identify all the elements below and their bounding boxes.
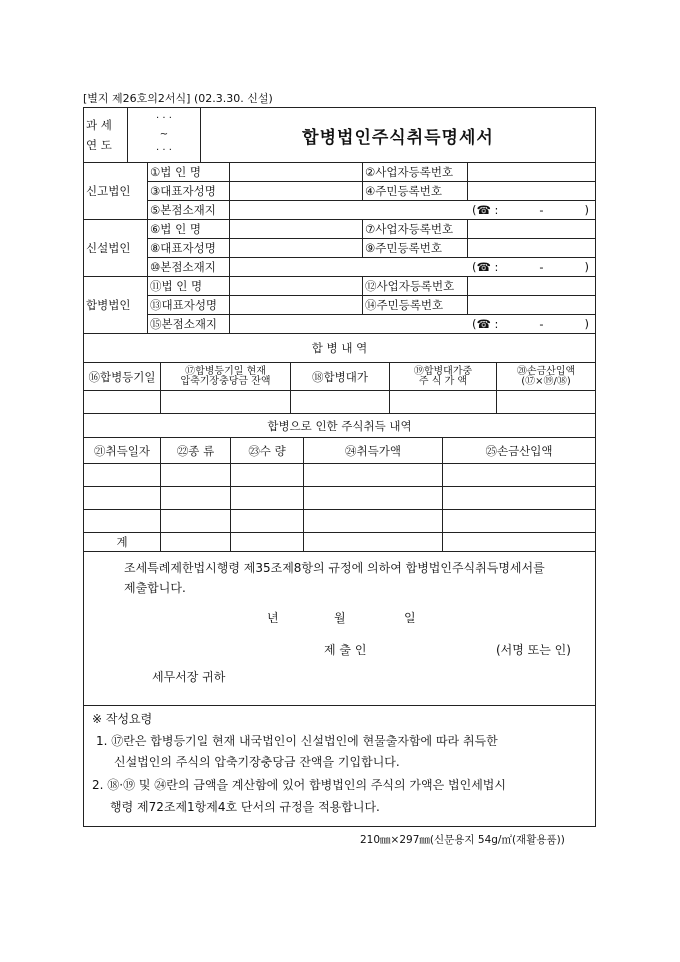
table-row — [84, 487, 596, 510]
party-group-label: 신고법인 — [84, 163, 148, 220]
input-cell[interactable] — [304, 464, 443, 487]
phone-open: (☎ : — [472, 203, 499, 217]
biz-reg-label: ⑫사업자등록번호 — [363, 277, 468, 296]
merger-col-registration-date: ⑯합병등기일 — [84, 363, 161, 391]
corp-name-label: ⑪법 인 명 — [148, 277, 230, 296]
statement-section — [83, 551, 596, 706]
corp-name-input[interactable] — [230, 163, 363, 182]
phone-dash: - — [539, 260, 544, 274]
merger-table — [83, 333, 596, 414]
tax-year-period[interactable] — [128, 108, 201, 163]
parties-table — [83, 162, 596, 334]
tax-year-label-1: 과 세 — [86, 118, 112, 132]
total-label: 계 — [84, 533, 161, 552]
statement-text-1: 조세특례제한법시행령 제35조제8항의 규정에 의하여 합병법인주식취득명세서를 — [124, 561, 545, 575]
label-line: ⑲합병대가중 — [413, 365, 473, 377]
address-label: ⑮본점소재지 — [148, 315, 230, 334]
party-group-label: 신설법인 — [84, 220, 148, 277]
label-line: 주 식 가 액 — [418, 375, 468, 387]
year-label: 년 — [267, 611, 279, 625]
label-line: ⑳손금산입액 — [516, 365, 576, 377]
input-cell[interactable] — [443, 464, 596, 487]
biz-reg-input[interactable] — [468, 277, 596, 296]
acq-col-price: ㉔취득가액 — [304, 438, 443, 464]
corp-name-input[interactable] — [230, 277, 363, 296]
resident-no-input[interactable] — [468, 182, 596, 201]
address-input[interactable] — [230, 315, 596, 334]
phone-field[interactable] — [232, 260, 593, 274]
submitter-label: 제 출 인 — [324, 643, 367, 657]
input-cell[interactable] — [84, 464, 161, 487]
merger-col-deductible — [497, 363, 596, 391]
tax-year-label-2: 연 도 — [86, 138, 112, 152]
input-cell[interactable] — [443, 510, 596, 533]
corp-name-input[interactable] — [230, 220, 363, 239]
rep-name-input[interactable] — [230, 182, 363, 201]
addressee: 세무서장 귀하 — [152, 670, 226, 684]
input-cell[interactable] — [231, 464, 304, 487]
phone-open: (☎ : — [472, 317, 499, 331]
input-cell[interactable] — [84, 391, 161, 414]
input-cell[interactable] — [291, 391, 390, 414]
header-table — [83, 107, 596, 163]
input-cell[interactable] — [161, 391, 291, 414]
rep-name-label: ⑧대표자성명 — [148, 239, 230, 258]
input-cell[interactable] — [304, 487, 443, 510]
label-line: 압축기장충당금 잔액 — [180, 375, 271, 387]
acq-col-type: ㉒종 류 — [161, 438, 231, 464]
paper-spec: 210㎜×297㎜(신문용지 54g/㎡(재활용품)) — [360, 834, 565, 846]
input-cell[interactable] — [390, 391, 497, 414]
phone-open: (☎ : — [472, 260, 499, 274]
instruction-2-cont: 행령 제72조제1항제4호 단서의 규정을 적용합니다. — [110, 800, 380, 814]
day-label: 일 — [404, 611, 416, 625]
acquisition-table — [83, 413, 596, 552]
table-row — [84, 464, 596, 487]
date-to[interactable]: · · · — [156, 145, 172, 156]
party-group-label: 합병법인 — [84, 277, 148, 334]
tilde: ~ — [159, 129, 169, 140]
rep-name-input[interactable] — [230, 296, 363, 315]
date-from[interactable]: · · · — [156, 113, 172, 124]
phone-close: ) — [584, 260, 589, 274]
address-label: ⑩본점소재지 — [148, 258, 230, 277]
merger-col-consideration: ⑱합병대가 — [291, 363, 390, 391]
form-reference: [별지 제26호의2서식] (02.3.30. 신설) — [83, 92, 273, 105]
statement-text-2: 제출합니다. — [124, 581, 186, 595]
phone-field[interactable] — [232, 203, 593, 217]
label-line: (⑰×⑲/⑱) — [521, 375, 571, 387]
input-cell[interactable] — [443, 533, 596, 552]
instructions-heading: ※ 작성요령 — [92, 712, 153, 726]
merger-section-title: 합 병 내 역 — [84, 334, 596, 363]
instruction-2: 2. ⑱·⑲ 및 ㉔란의 금액을 계산함에 있어 합병법인의 주식의 가액은 법인세법시 — [92, 778, 506, 792]
rep-name-label: ⑬대표자성명 — [148, 296, 230, 315]
biz-reg-input[interactable] — [468, 220, 596, 239]
input-cell[interactable] — [231, 533, 304, 552]
acq-col-deductible: ㉕손금산입액 — [443, 438, 596, 464]
label-line: ⑰합병등기일 현재 — [185, 365, 266, 377]
corp-name-label: ①법 인 명 — [148, 163, 230, 182]
input-cell[interactable] — [231, 510, 304, 533]
input-cell[interactable] — [231, 487, 304, 510]
address-input[interactable] — [230, 258, 596, 277]
phone-dash: - — [539, 203, 544, 217]
instruction-1: 1. ⑰란은 합병등기일 현재 내국법인이 신설법인에 현물출자함에 따라 취득한 — [96, 734, 498, 748]
resident-no-input[interactable] — [468, 239, 596, 258]
input-cell[interactable] — [161, 487, 231, 510]
acq-col-date: ㉑취득일자 — [84, 438, 161, 464]
phone-dash: - — [539, 317, 544, 331]
acq-col-quantity: ㉓수 량 — [231, 438, 304, 464]
instructions-section — [83, 705, 596, 827]
page-title: 합병법인주식취득명세서 — [201, 108, 596, 163]
biz-reg-label: ⑦사업자등록번호 — [363, 220, 468, 239]
resident-no-label: ⑭주민등록번호 — [363, 296, 468, 315]
phone-close: ) — [584, 203, 589, 217]
phone-close: ) — [584, 317, 589, 331]
input-cell[interactable] — [84, 510, 161, 533]
rep-name-input[interactable] — [230, 239, 363, 258]
resident-no-label: ⑨주민등록번호 — [363, 239, 468, 258]
month-label: 월 — [334, 611, 346, 625]
address-label: ⑤본점소재지 — [148, 201, 230, 220]
merger-col-share-value — [390, 363, 497, 391]
corp-name-label: ⑥법 인 명 — [148, 220, 230, 239]
input-cell[interactable] — [161, 510, 231, 533]
input-cell[interactable] — [84, 487, 161, 510]
tax-year-label — [84, 108, 128, 163]
acquisition-section-title: 합병으로 인한 주식취득 내역 — [84, 414, 596, 438]
phone-field[interactable] — [232, 317, 593, 331]
instruction-1-cont: 신설법인의 주식의 압축기장충당금 잔액을 기입합니다. — [114, 755, 400, 769]
resident-no-label: ④주민등록번호 — [363, 182, 468, 201]
biz-reg-input[interactable] — [468, 163, 596, 182]
input-cell[interactable] — [161, 464, 231, 487]
input-cell[interactable] — [161, 533, 231, 552]
input-cell[interactable] — [304, 533, 443, 552]
address-input[interactable] — [230, 201, 596, 220]
input-cell[interactable] — [497, 391, 596, 414]
biz-reg-label: ②사업자등록번호 — [363, 163, 468, 182]
signature-label[interactable]: (서명 또는 인) — [496, 643, 571, 657]
input-cell[interactable] — [443, 487, 596, 510]
resident-no-input[interactable] — [468, 296, 596, 315]
merger-col-reserve-balance — [161, 363, 291, 391]
table-row — [84, 510, 596, 533]
input-cell[interactable] — [304, 510, 443, 533]
rep-name-label: ③대표자성명 — [148, 182, 230, 201]
